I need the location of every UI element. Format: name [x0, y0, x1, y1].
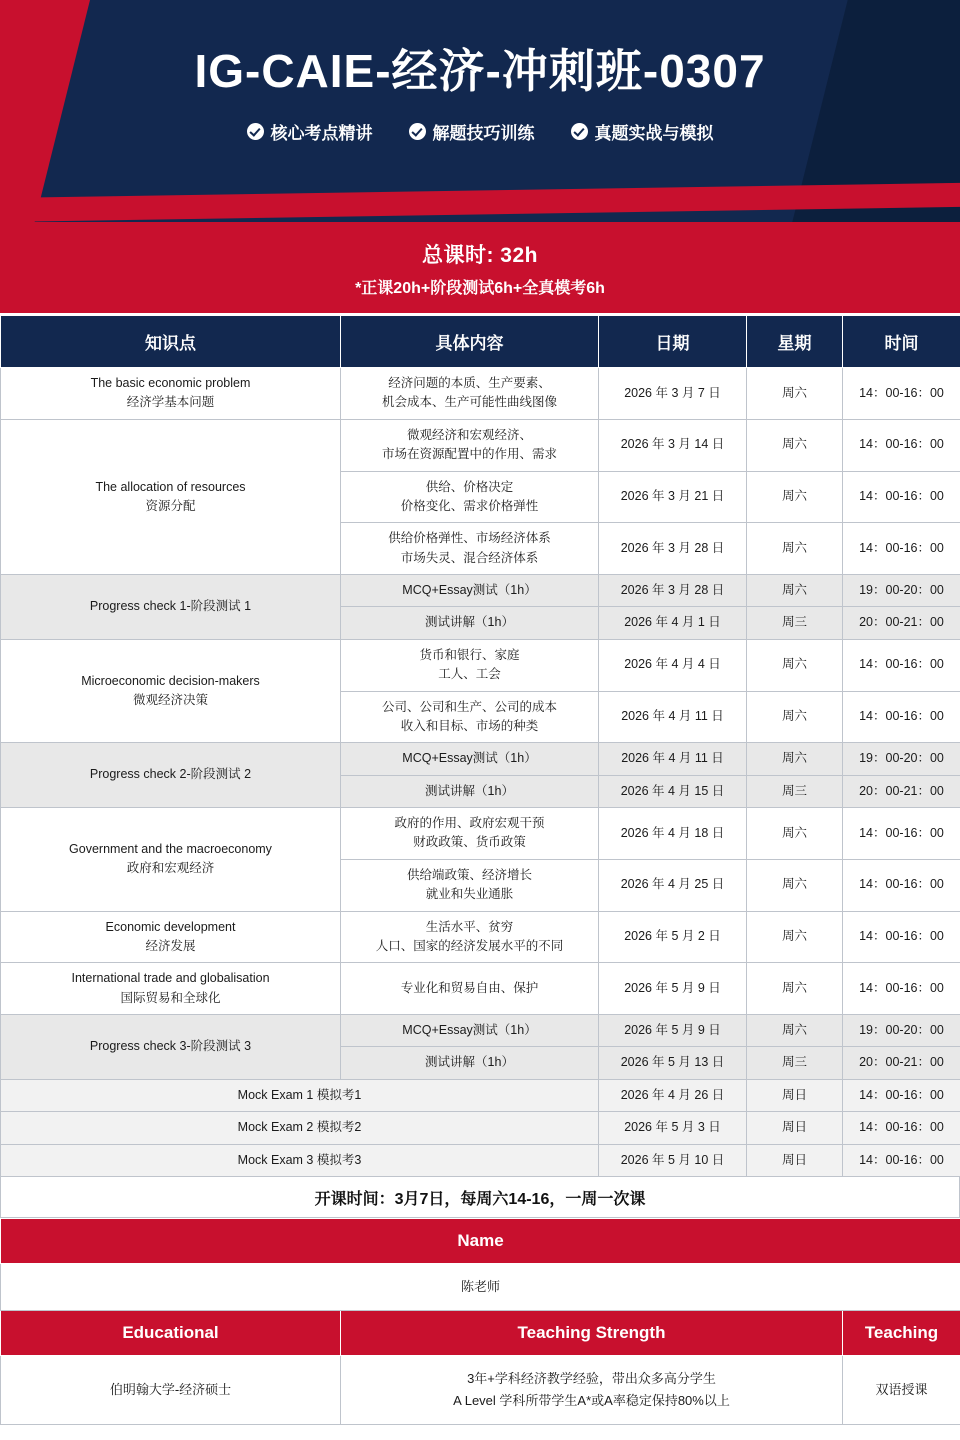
weekday-cell: 周六 [747, 911, 843, 963]
header-tag [571, 119, 714, 144]
table-row [1, 639, 960, 691]
table-row [1, 368, 960, 420]
time-cell: 14：00-16：00 [843, 808, 960, 860]
content-cell: 经济问题的本质、生产要素、 机会成本、生产可能性曲线图像 [341, 368, 599, 420]
schedule-body [1, 368, 960, 1177]
weekday-cell: 周六 [747, 691, 843, 743]
schedule-header-row [1, 316, 960, 368]
date-cell: 2026 年 5 月 9 日 [599, 963, 747, 1015]
time-cell: 14：00-16：00 [843, 859, 960, 911]
content-cell: 政府的作用、政府宏观干预 财政政策、货币政策 [341, 808, 599, 860]
topic-cell [1, 808, 341, 912]
total-hours-banner [0, 222, 960, 315]
date-cell: 2026 年 5 月 2 日 [599, 911, 747, 963]
topic-cell [1, 368, 341, 420]
table-row [1, 419, 960, 471]
column-header-topic: 知识点 [1, 316, 341, 368]
content-cell: 测试讲解（1h） [341, 775, 599, 807]
time-cell: 14：00-16：00 [843, 368, 960, 420]
weekday-cell: 周三 [747, 775, 843, 807]
total-hours-main: 总课时: 32h [421, 244, 538, 267]
time-cell: 14：00-16：00 [843, 471, 960, 523]
teacher-name-value: 陈老师 [1, 1263, 960, 1310]
date-cell: 2026 年 4 月 25 日 [599, 859, 747, 911]
header-tag [409, 119, 535, 144]
date-cell: 2026 年 3 月 14 日 [599, 419, 747, 471]
check-circle-icon [571, 123, 588, 140]
weekday-cell: 周六 [747, 743, 843, 775]
page-header [0, 0, 960, 222]
content-cell: 微观经济和宏观经济、 市场在资源配置中的作用、需求 [341, 419, 599, 471]
weekday-cell: 周六 [747, 808, 843, 860]
weekday-cell: 周六 [747, 471, 843, 523]
date-cell: 2026 年 3 月 7 日 [599, 368, 747, 420]
date-cell: 2026 年 4 月 1 日 [599, 607, 747, 639]
date-cell: 2026 年 3 月 28 日 [599, 523, 747, 575]
header-content [0, 0, 960, 144]
time-cell: 20：00-21：00 [843, 607, 960, 639]
topic-cell [1, 1015, 341, 1080]
date-cell: 2026 年 5 月 9 日 [599, 1015, 747, 1047]
content-cell: 测试讲解（1h） [341, 607, 599, 639]
topic-cell [1, 419, 341, 574]
mock-exam-name: Mock Exam 2 模拟考2 [1, 1112, 599, 1144]
schedule-table [0, 315, 960, 1177]
topic-en: Progress check 1-阶段测试 1 [89, 599, 252, 614]
column-header-time: 时间 [843, 316, 960, 368]
teacher-strength: 3年+学科经济教学经验，带出众多高分学生 A Level 学科所带学生A*或A率稳定保持80%以上 [341, 1355, 843, 1424]
table-row [1, 911, 960, 963]
teacher-education: 伯明翰大学-经济硕士 [1, 1355, 341, 1424]
date-cell: 2026 年 3 月 28 日 [599, 575, 747, 607]
date-cell: 2026 年 4 月 18 日 [599, 808, 747, 860]
column-header-teaching: Teaching [843, 1310, 960, 1355]
topic-cn: 国际贸易和全球化 [120, 990, 221, 1005]
check-circle-icon [247, 123, 264, 140]
topic-en: Government and the macroeconomy [69, 841, 272, 856]
header-tag-label: 真题实战与模拟 [594, 123, 714, 143]
topic-cn: 经济发展 [145, 938, 196, 953]
content-cell: 供给端政策、经济增长 就业和失业通胀 [341, 859, 599, 911]
content-cell: MCQ+Essay测试（1h） [341, 575, 599, 607]
content-cell: 测试讲解（1h） [341, 1047, 599, 1079]
date-cell: 2026 年 4 月 26 日 [599, 1079, 747, 1111]
weekday-cell: 周六 [747, 1015, 843, 1047]
table-row [1, 743, 960, 775]
time-cell: 19：00-20：00 [843, 1015, 960, 1047]
content-cell: 供给价格弹性、市场经济体系 市场失灵、混合经济体系 [341, 523, 599, 575]
content-cell: 公司、公司和生产、公司的成本 收入和目标、市场的种类 [341, 691, 599, 743]
table-row [1, 1015, 960, 1047]
weekday-cell: 周六 [747, 639, 843, 691]
check-circle-icon [409, 123, 426, 140]
topic-en: Economic development [105, 919, 236, 934]
teacher-table [0, 1218, 960, 1425]
column-header-weekday: 星期 [747, 316, 843, 368]
teacher-teaching-mode: 双语授课 [843, 1355, 960, 1424]
weekday-cell: 周三 [747, 1047, 843, 1079]
page-title: IG-CAIE-经济-冲刺班-0307 [194, 45, 766, 97]
time-cell: 14：00-16：00 [843, 1079, 960, 1111]
date-cell: 2026 年 5 月 3 日 [599, 1112, 747, 1144]
table-row [1, 963, 960, 1015]
teacher-columns-header-row [1, 1310, 960, 1355]
weekday-cell: 周六 [747, 419, 843, 471]
mock-exam-row [1, 1112, 960, 1144]
topic-cell [1, 911, 341, 963]
teacher-name-header-row [1, 1218, 960, 1263]
column-header-teaching-strength: Teaching Strength [341, 1310, 843, 1355]
date-cell: 2026 年 4 月 11 日 [599, 743, 747, 775]
topic-cell [1, 575, 341, 640]
content-cell: 供给、价格决定 价格变化、需求价格弹性 [341, 471, 599, 523]
topic-cn: 经济学基本问题 [126, 395, 215, 410]
teacher-name-row [1, 1263, 960, 1310]
time-cell: 19：00-20：00 [843, 575, 960, 607]
mock-exam-name: Mock Exam 3 模拟考3 [1, 1144, 599, 1176]
mock-exam-row [1, 1079, 960, 1111]
header-tag-list [0, 119, 960, 144]
teacher-detail-row [1, 1355, 960, 1424]
weekday-cell: 周日 [747, 1112, 843, 1144]
column-header-date: 日期 [599, 316, 747, 368]
column-header-content: 具体内容 [341, 316, 599, 368]
weekday-cell: 周日 [747, 1144, 843, 1176]
time-cell: 20：00-21：00 [843, 775, 960, 807]
content-cell: MCQ+Essay测试（1h） [341, 743, 599, 775]
table-row [1, 808, 960, 860]
weekday-cell: 周六 [747, 963, 843, 1015]
time-cell: 14：00-16：00 [843, 963, 960, 1015]
column-header-educational: Educational [1, 1310, 341, 1355]
time-cell: 19：00-20：00 [843, 743, 960, 775]
weekday-cell: 周六 [747, 523, 843, 575]
topic-en: Microeconomic decision-makers [81, 673, 260, 688]
time-cell: 14：00-16：00 [843, 1144, 960, 1176]
topic-cell [1, 963, 341, 1015]
content-cell: 生活水平、贫穷 人口、国家的经济发展水平的不同 [341, 911, 599, 963]
date-cell: 2026 年 3 月 21 日 [599, 471, 747, 523]
date-cell: 2026 年 5 月 13 日 [599, 1047, 747, 1079]
topic-en: International trade and globalisation [71, 971, 270, 986]
table-row [1, 575, 960, 607]
topic-en: The allocation of resources [95, 479, 246, 494]
date-cell: 2026 年 5 月 10 日 [599, 1144, 747, 1176]
topic-cn: 微观经济决策 [132, 693, 208, 707]
time-cell: 14：00-16：00 [843, 419, 960, 471]
header-tag [247, 119, 373, 144]
time-cell: 14：00-16：00 [843, 1112, 960, 1144]
topic-cn: 资源分配 [145, 498, 196, 513]
teacher-name-header: Name [1, 1218, 960, 1263]
weekday-cell: 周日 [747, 1079, 843, 1111]
time-cell: 14：00-16：00 [843, 691, 960, 743]
content-cell: 货币和银行、家庭 工人、工会 [341, 639, 599, 691]
header-tag-label: 核心考点精讲 [270, 123, 373, 143]
mock-exam-row [1, 1144, 960, 1176]
date-cell: 2026 年 4 月 4 日 [599, 639, 747, 691]
date-cell: 2026 年 4 月 15 日 [599, 775, 747, 807]
weekday-cell: 周六 [747, 575, 843, 607]
total-hours-breakdown: *正课20h+阶段测试6h+全真模考6h [355, 280, 605, 297]
topic-en: Progress check 3-阶段测试 3 [89, 1039, 252, 1054]
weekday-cell: 周六 [747, 368, 843, 420]
topic-cell [1, 639, 341, 743]
weekday-cell: 周三 [747, 607, 843, 639]
content-cell: MCQ+Essay测试（1h） [341, 1015, 599, 1047]
date-cell: 2026 年 4 月 11 日 [599, 691, 747, 743]
time-cell: 14：00-16：00 [843, 523, 960, 575]
start-date-note: 开课时间：3月7日，每周六14-16，一周一次课 [0, 1177, 960, 1218]
mock-exam-name: Mock Exam 1 模拟考1 [1, 1079, 599, 1111]
time-cell: 14：00-16：00 [843, 911, 960, 963]
header-tag-label: 解题技巧训练 [432, 123, 535, 143]
content-cell: 专业化和贸易自由、保护 [341, 963, 599, 1015]
time-cell: 20：00-21：00 [843, 1047, 960, 1079]
topic-cell [1, 743, 341, 808]
topic-en: Progress check 2-阶段测试 2 [89, 767, 252, 782]
time-cell: 14：00-16：00 [843, 639, 960, 691]
weekday-cell: 周六 [747, 859, 843, 911]
topic-en: The basic economic problem [90, 376, 251, 390]
topic-cn: 政府和宏观经济 [126, 861, 215, 876]
